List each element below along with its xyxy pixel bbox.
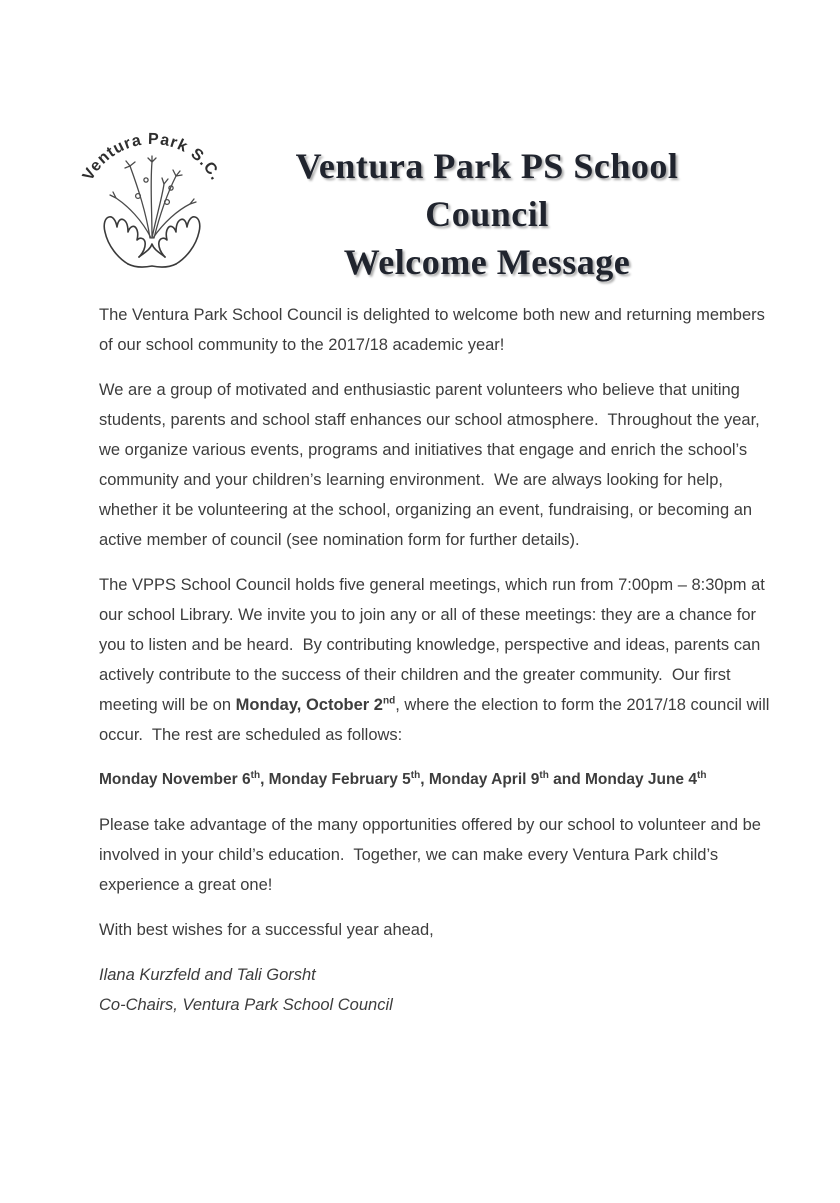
paragraph-signature: Ilana Kurzfeld and Tali Gorsht Co-Chairs, Ventura Park School Council xyxy=(99,966,393,1014)
paragraph-volunteer: Please take advantage of the many opportunities offered by our school to volunteer and be involved in your child’s education. Together, we can make every Ventura Park child’s experience a great one! xyxy=(99,816,766,894)
paragraph-best-wishes: With best wishes for a successful year ahead, xyxy=(99,921,434,939)
paragraph-welcome: The Ventura Park School Council is delighted to welcome both new and returning members of our school community to the 2017/18 academic year! xyxy=(99,306,770,354)
logo-arc-text: Ventura Park S.C. xyxy=(79,130,225,184)
document-body xyxy=(99,300,773,1035)
title-line-2: Welcome Message xyxy=(343,242,631,282)
page-title xyxy=(232,142,780,286)
school-council-logo xyxy=(72,126,232,268)
hands-flowers-logo-icon xyxy=(72,126,232,268)
title-line-1: Ventura Park PS School Council xyxy=(295,146,679,234)
document-header xyxy=(72,126,780,310)
flowers-drawing xyxy=(110,156,196,238)
paragraph-meetings: The VPPS School Council holds five general meetings, which run from 7:00pm – 8:30pm at our school Library. We invite you to join any or all of these meetings: they are a chance for you to listen and be heard. By contributing knowledge, perspective and ideas, parents can actively contribute to the success of their children and the greater community. Our first meeting will be on Monday, October 2nd, where the election to form the 2017/18 council will occur. The rest are scheduled as follows: xyxy=(99,576,775,744)
paragraph-about-group: We are a group of motivated and enthusiastic parent volunteers who believe that uniting students, parents and school staff enhances our school atmosphere. Throughout the year, we organize various events, programs and initiatives that engage and enrich the school’s community and your children’s learning environment. We are always looking for help, whether it be volunteering at the school, organizing an event, fundraising, or becoming an active member of council (see nomination form for further details). xyxy=(99,381,765,549)
paragraph-meeting-dates: Monday November 6th, Monday February 5th, Monday April 9th and Monday June 4th xyxy=(99,769,707,788)
